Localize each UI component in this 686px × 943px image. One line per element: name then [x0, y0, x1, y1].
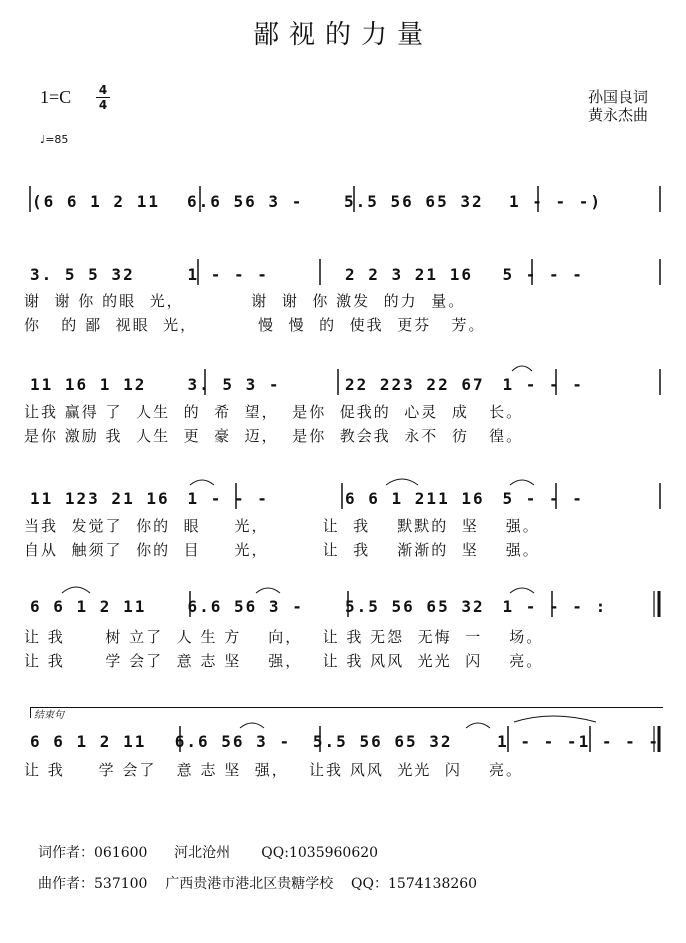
key-signature: 1=C — [40, 87, 72, 107]
measure: 6 6 1 211 16 — [345, 488, 485, 508]
lyric-verse-2: 让 我 学 会了 意 志 坚 强， 让 我 风风 光光 闪 亮。 — [24, 652, 544, 670]
lyric-verse-1: 当我 发觉了 你的 眼 光， 让 我 默默的 坚 强。 — [24, 517, 540, 535]
measure: 1 - - - — [502, 374, 584, 394]
measure: 3. 5 3 - — [187, 374, 281, 394]
lyric-ending: 让 我 学 会了 意 志 坚 强， 让我 风风 光光 闪 亮。 — [24, 761, 523, 779]
measure: 5.5 56 65 32 — [312, 731, 453, 751]
lyricist-credit: 孙国良词 — [587, 88, 648, 106]
lyricist-contact: 词作者：061600 河北沧州 QQ:1035960620 — [38, 845, 379, 861]
measure: 1 - - - — [578, 731, 660, 751]
ending-label: 结束句 — [34, 710, 64, 721]
measure: 6 6 1 2 11 — [30, 731, 147, 751]
measure: 1 - - - — [497, 731, 579, 751]
measure: 2 2 3 21 16 — [345, 264, 473, 284]
notation-system-4 — [30, 479, 660, 513]
measure: 6.6 56 3 - — [174, 731, 292, 751]
measure: 22 223 22 67 — [345, 374, 485, 394]
measure: 3. 5 5 32 — [30, 264, 135, 284]
composer-contact: 曲作者：537100 广西贵港市港北区贵糖学校 QQ：1574138260 — [38, 876, 478, 892]
notation-system-2 — [30, 255, 660, 289]
measure: 6.6 56 3 - — [187, 596, 304, 616]
lyric-verse-1: 谢 谢 你 的眼 光， 谢 谢 你 激发 的力 量。 — [24, 292, 466, 310]
notation-system-5 — [30, 587, 660, 621]
notation-system-6 — [30, 722, 660, 756]
measure: (6 6 1 2 11 — [32, 191, 160, 211]
tempo-marking: ♩=85 — [40, 133, 69, 146]
lyric-verse-2: 你 的 鄙 视眼 光， 慢 慢 的 使我 更芬 芳。 — [24, 316, 486, 334]
measure: 1 - - - : — [502, 596, 608, 616]
measure: 11 123 21 16 — [30, 488, 170, 508]
measure: 1 - - - — [187, 264, 269, 284]
measure: 6 6 1 2 11 — [30, 596, 147, 616]
lyric-verse-1: 让我 赢得 了 人生 的 希 望， 是你 促我的 心灵 成 长。 — [24, 403, 524, 421]
meter-top: 4 — [98, 83, 108, 97]
lyric-verse-2: 自从 触须了 你的 目 光， 让 我 渐渐的 坚 强。 — [24, 541, 540, 559]
time-signature — [96, 84, 110, 111]
measure: 1 - - - — [187, 488, 269, 508]
measure: 11 16 1 12 — [30, 374, 147, 394]
measure: 6.6 56 3 - — [187, 191, 304, 211]
lyric-verse-2: 是你 激励 我 人生 更 豪 迈， 是你 教会我 永不 彷 徨。 — [24, 427, 524, 445]
measure: 1 - - -) — [509, 191, 603, 211]
measure: 5 - - - — [502, 264, 584, 284]
song-title: 鄙视的力量 — [252, 20, 433, 50]
notation-system-3 — [30, 365, 660, 399]
lyric-verse-1: 让 我 树 立了 人 生 方 向， 让 我 无怨 无悔 一 场。 — [24, 628, 544, 646]
composer-credit: 黄永杰曲 — [587, 106, 648, 124]
measure: 5.5 56 65 32 — [344, 191, 484, 211]
notation-system-1 — [30, 182, 660, 216]
measure: 5 - - - — [502, 488, 584, 508]
measure: 5.5 56 65 32 — [345, 596, 485, 616]
meter-bottom: 4 — [98, 98, 108, 112]
